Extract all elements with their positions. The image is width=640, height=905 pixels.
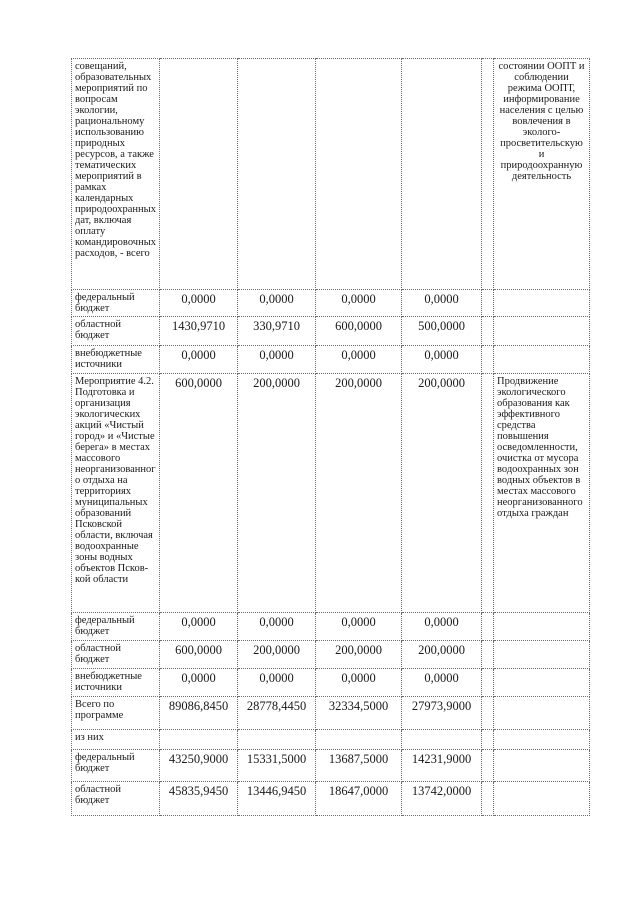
row-label: совещаний, образовательных мероприятий по вопросам экологии, рациональному использованию природных ресурсов, а также тематических мероприятий в рамках календарных природоохранных дат, включая оплату командировочных расходов, - всего bbox=[72, 59, 160, 290]
table-row bbox=[72, 613, 590, 641]
value-cell: 200,0000 bbox=[238, 641, 316, 669]
value-cell: 1430,9710 bbox=[160, 317, 238, 346]
empty-cell bbox=[482, 290, 494, 317]
row-label: внебюджетные источники bbox=[72, 669, 160, 697]
table-row bbox=[72, 346, 590, 374]
empty-cell bbox=[482, 346, 494, 374]
value-cell: 200,0000 bbox=[402, 374, 482, 613]
row-label: федеральный бюджет bbox=[72, 613, 160, 641]
value-cell: 200,0000 bbox=[238, 374, 316, 613]
value-cell: 13446,9450 bbox=[238, 782, 316, 816]
result-cell bbox=[494, 346, 590, 374]
table-row bbox=[72, 290, 590, 317]
table-row bbox=[72, 750, 590, 782]
value-cell: 600,0000 bbox=[160, 374, 238, 613]
value-cell: 600,0000 bbox=[160, 641, 238, 669]
value-cell: 43250,9000 bbox=[160, 750, 238, 782]
row-label: из них bbox=[72, 730, 160, 750]
empty-cell bbox=[482, 782, 494, 816]
value-cell: 0,0000 bbox=[160, 613, 238, 641]
result-cell bbox=[494, 317, 590, 346]
empty-cell bbox=[482, 730, 494, 750]
value-cell: 200,0000 bbox=[402, 641, 482, 669]
row-label: Мероприятие 4.2. Подготовка и организация экологических акций «Чистый город» и «Чистые берега» в местах массового неорганизованног о отдыха на территориях муниципальных образований Псковской области, включая водоохранные зоны водных объектов Псков-кой области bbox=[72, 374, 160, 613]
value-cell: 0,0000 bbox=[238, 669, 316, 697]
result-cell bbox=[494, 782, 590, 816]
value-cell bbox=[316, 59, 402, 290]
result-cell: Продвижение экологического образования как эффективного средства повышения осведомленности, очистка от мусора водоохранных зон водных объектов в местах массового неорганизованного отдыха граждан bbox=[494, 374, 590, 613]
table-row bbox=[72, 59, 590, 290]
value-cell: 0,0000 bbox=[402, 613, 482, 641]
value-cell: 200,0000 bbox=[316, 374, 402, 613]
empty-cell bbox=[482, 613, 494, 641]
result-cell bbox=[494, 750, 590, 782]
empty-cell bbox=[482, 641, 494, 669]
value-cell bbox=[160, 59, 238, 290]
value-cell: 28778,4450 bbox=[238, 697, 316, 730]
table-row bbox=[72, 730, 590, 750]
empty-cell bbox=[482, 669, 494, 697]
row-label: областной бюджет bbox=[72, 317, 160, 346]
empty-cell bbox=[482, 374, 494, 613]
row-label: федеральный бюджет bbox=[72, 290, 160, 317]
value-cell: 32334,5000 bbox=[316, 697, 402, 730]
value-cell bbox=[402, 730, 482, 750]
empty-cell bbox=[482, 317, 494, 346]
value-cell: 330,9710 bbox=[238, 317, 316, 346]
value-cell: 600,0000 bbox=[316, 317, 402, 346]
value-cell bbox=[238, 59, 316, 290]
value-cell: 14231,9000 bbox=[402, 750, 482, 782]
table-row bbox=[72, 317, 590, 346]
table-row bbox=[72, 782, 590, 816]
table-row bbox=[72, 374, 590, 613]
table-row bbox=[72, 697, 590, 730]
value-cell: 0,0000 bbox=[316, 290, 402, 317]
empty-cell bbox=[482, 59, 494, 290]
value-cell: 0,0000 bbox=[402, 669, 482, 697]
value-cell: 89086,8450 bbox=[160, 697, 238, 730]
value-cell: 0,0000 bbox=[160, 290, 238, 317]
result-cell bbox=[494, 697, 590, 730]
value-cell: 0,0000 bbox=[238, 613, 316, 641]
table-row bbox=[72, 669, 590, 697]
value-cell bbox=[238, 730, 316, 750]
table-row bbox=[72, 641, 590, 669]
value-cell: 0,0000 bbox=[238, 346, 316, 374]
value-cell: 200,0000 bbox=[316, 641, 402, 669]
value-cell: 13742,0000 bbox=[402, 782, 482, 816]
row-label: федеральный бюджет bbox=[72, 750, 160, 782]
row-label: областной бюджет bbox=[72, 641, 160, 669]
value-cell: 0,0000 bbox=[160, 346, 238, 374]
row-label: Всего по программе bbox=[72, 697, 160, 730]
value-cell: 15331,5000 bbox=[238, 750, 316, 782]
table-body bbox=[72, 59, 590, 816]
value-cell: 0,0000 bbox=[316, 669, 402, 697]
value-cell: 0,0000 bbox=[160, 669, 238, 697]
value-cell bbox=[160, 730, 238, 750]
value-cell: 13687,5000 bbox=[316, 750, 402, 782]
value-cell: 0,0000 bbox=[316, 613, 402, 641]
value-cell: 27973,9000 bbox=[402, 697, 482, 730]
result-cell bbox=[494, 641, 590, 669]
empty-cell bbox=[482, 697, 494, 730]
value-cell: 0,0000 bbox=[238, 290, 316, 317]
result-cell bbox=[494, 290, 590, 317]
value-cell bbox=[402, 59, 482, 290]
row-label: внебюджетные источники bbox=[72, 346, 160, 374]
row-label: областной бюджет bbox=[72, 782, 160, 816]
result-cell bbox=[494, 669, 590, 697]
value-cell bbox=[316, 730, 402, 750]
result-cell: состоянии ООПТ и соблюдении режима ООПТ, информирование населения с целью вовлечения в эколого-просветительскую и природоохранную деятельность bbox=[494, 59, 590, 290]
value-cell: 0,0000 bbox=[316, 346, 402, 374]
value-cell: 0,0000 bbox=[402, 346, 482, 374]
value-cell: 18647,0000 bbox=[316, 782, 402, 816]
budget-table bbox=[71, 58, 590, 816]
value-cell: 0,0000 bbox=[402, 290, 482, 317]
result-cell bbox=[494, 613, 590, 641]
result-cell bbox=[494, 730, 590, 750]
empty-cell bbox=[482, 750, 494, 782]
value-cell: 45835,9450 bbox=[160, 782, 238, 816]
value-cell: 500,0000 bbox=[402, 317, 482, 346]
